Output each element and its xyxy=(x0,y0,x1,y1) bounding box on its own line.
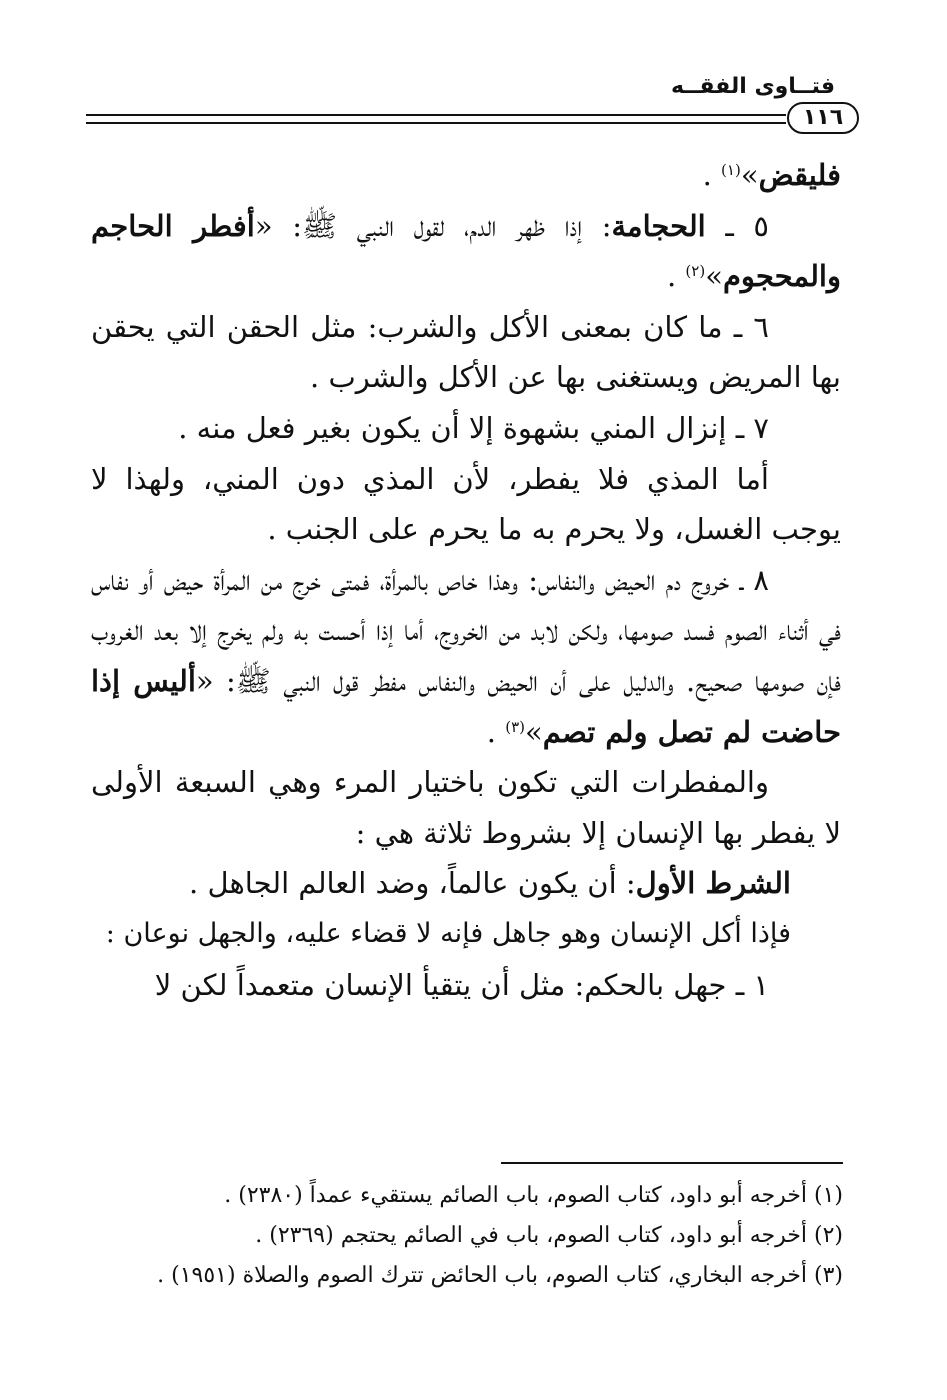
footnote-1: (١) أخرجه أبو داود، كتاب الصوم، باب الصائم يستقيء عمداً (٢٣٨٠) . xyxy=(224,1183,843,1208)
paragraph-conditions-intro: والمفطرات التي تكون باختيار المرء وهي السبعة الأولى لا يفطر بها الإنسان إلا بشروط ثلاثة هي : xyxy=(91,765,841,850)
footnote-ref: (١) xyxy=(721,161,741,179)
quote-mark: » xyxy=(740,158,759,192)
paragraph-first-condition xyxy=(91,858,841,909)
running-header-title: فتــاوى الفقــه xyxy=(670,74,835,99)
hadith-text: أليس إذا حاضت لم تصل ولم تصم xyxy=(91,663,841,749)
header-double-rule xyxy=(86,114,786,124)
item-number: ٥ ـ xyxy=(705,208,769,243)
footnote-2: (٢) أخرجه أبو داود، كتاب الصوم، باب في الصائم يحتجم (٢٣٦٩) . xyxy=(255,1223,843,1248)
footnote-ref: (٢) xyxy=(685,262,706,281)
period: . xyxy=(666,259,686,294)
quote-mark: » xyxy=(705,259,723,294)
footnotes xyxy=(83,1176,843,1296)
paragraph-item-6: ٦ ـ ما كان بمعنى الأكل والشرب: مثل الحقن التي يحقن بها المريض ويستغنى بها عن الأكل والشرب . xyxy=(91,309,841,395)
condition-heading: الشرط الأول xyxy=(635,866,791,901)
paragraph-item-7: ٧ ـ إنزال المني بشهوة إلا أن يكون بغير فعل منه . xyxy=(178,410,769,445)
paragraph-item-8 xyxy=(91,555,841,757)
paragraph-continuation xyxy=(91,150,841,201)
footnote-separator xyxy=(501,1162,843,1164)
item-text: : إذا ظهر الدم، لقول النبي ﷺ: « xyxy=(254,208,612,243)
condition-text: : أن يكون عالماً، وضد العالم الجاهل . xyxy=(189,866,636,901)
item-heading: الحجامة xyxy=(611,208,706,243)
item-text: ٨ ـ خروج دم الحيض والنفاس: وهذا خاص بالمرأة، فمتى خرج من المرأة حيض أو نفاس في أثناء الصوم فسد صومها، ولكن لابد من الخروج، أما إذا أحست به ولم يخرج إلا بعد الغروب فإن صومها صحيح. والدليل على أن الحيض والنفاس مفطر قول النبي ﷺ: « xyxy=(91,562,841,698)
paragraph-ignorance-type-1: ١ ـ جهل بالحكم: مثل أن يتقيأ الإنسان متعمداً لكن لا xyxy=(154,967,769,1002)
paragraph-ignorance: فإذا أكل الإنسان وهو جاهل فإنه لا قضاء عليه، والجهل نوعان : xyxy=(105,917,791,949)
paragraph-item-5 xyxy=(91,201,841,302)
footnote-ref: (٣) xyxy=(505,717,526,736)
hadith-text: أفطر الحاجم والمحجوم xyxy=(91,208,841,294)
main-text xyxy=(91,150,841,1010)
period: . xyxy=(486,714,506,749)
period: . xyxy=(702,158,722,192)
page-number: ١١٦ xyxy=(787,102,859,134)
footnote-3: (٣) أخرجه البخاري، كتاب الصوم، باب الحائض تترك الصوم والصلاة (١٩٥١) . xyxy=(157,1263,843,1288)
hadith-text: فليقض xyxy=(758,158,841,192)
paragraph-madhi: أما المذي فلا يفطر، لأن المذي دون المني، ولهذا لا يوجب الغسل، ولا يحرم به ما يحرم على الجنب . xyxy=(91,461,841,547)
quote-mark: » xyxy=(525,714,543,749)
